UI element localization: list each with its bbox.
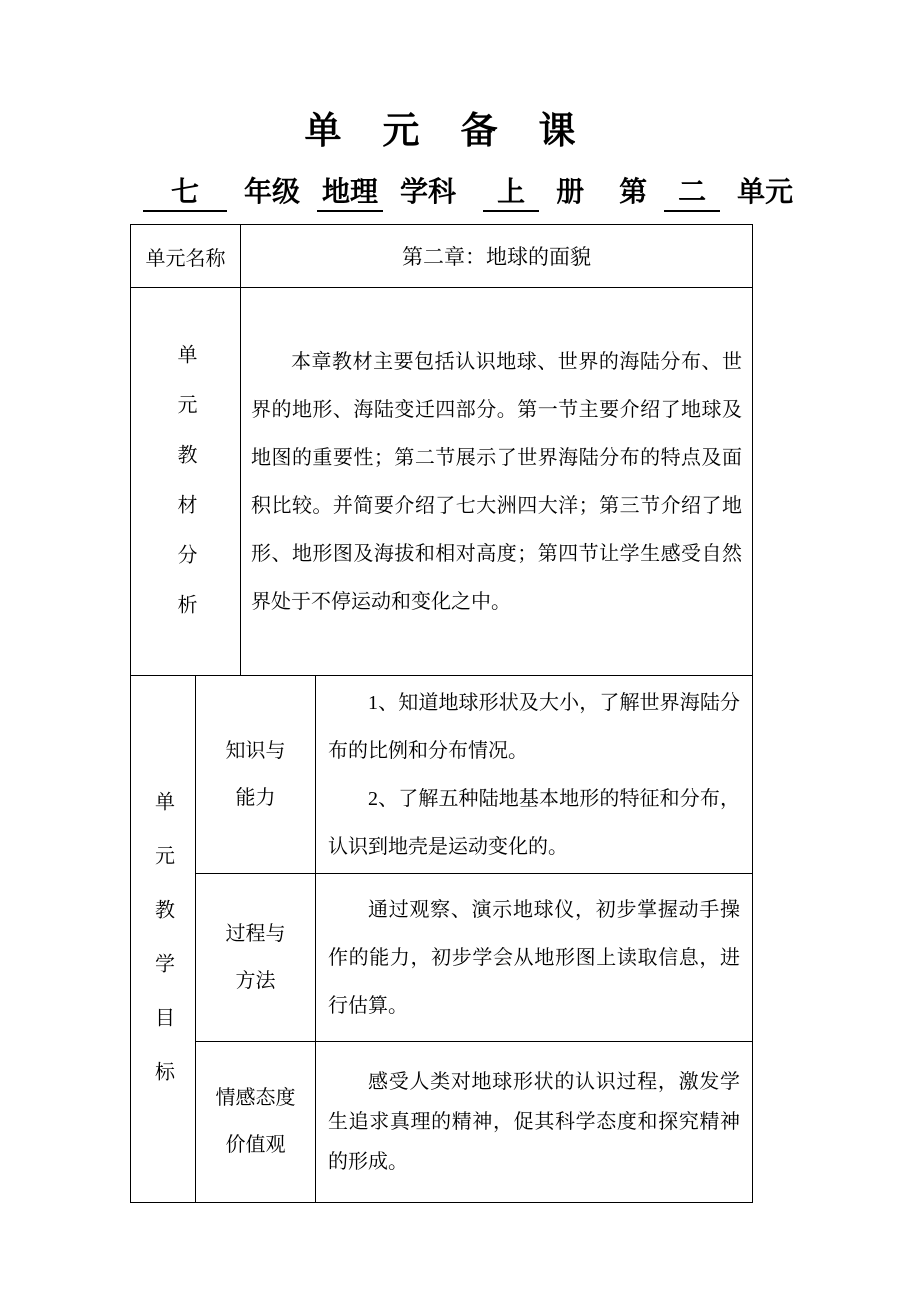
unit-name-value: 第二章：地球的面貌 [241,225,753,288]
goal-knowledge-label [196,676,316,874]
unit-suffix: 单元 [737,177,794,208]
goal-emotion-label [196,1042,316,1203]
goal-knowledge-text-cell [316,676,753,874]
grade-label: 年级 [244,177,301,208]
goal-emotion-row [131,1042,753,1203]
goal-process-label [196,874,316,1042]
unit-number-blank: 二 [664,170,720,212]
goal-emotion-text-cell [316,1042,753,1203]
lesson-plan-table [130,224,753,1203]
volume-label: 册 [556,177,585,208]
goal-emotion-label-line1: 情感态度 [215,1087,296,1109]
goals-label-cell [131,676,196,1203]
goal-process-text-cell [316,874,753,1042]
goal-emotion-paragraph: 感受人类对地球形状的认识过程，激发学生追求真理的精神，促其科学态度和探究精神的形成。 [328,1071,740,1173]
goal-knowledge-row [131,676,753,874]
analysis-text-cell [241,288,753,676]
goal-process-paragraph: 通过观察、演示地球仪，初步掌握动手操作的能力，初步学会从地形图上读取信息，进行估算。 [328,898,740,1017]
analysis-row [131,288,753,676]
goal-process-row [131,874,753,1042]
unit-name-label: 单元名称 [131,225,241,288]
grade-subject-line [143,170,920,212]
goals-label: 单元教学目标 [151,791,174,1115]
goal-process-label-line2: 方法 [235,969,276,992]
goal-knowledge-label-line1: 知识与 [225,739,286,762]
unit-name-row [131,225,753,288]
analysis-label-cell [131,288,241,676]
goal-process-label-line1: 过程与 [225,922,286,945]
grade-blank: 七 [143,170,227,212]
goal-knowledge-paragraph-1: 1、知道地球形状及大小，了解世界海陆分布的比例和分布情况。 [328,691,740,762]
analysis-label: 单元教材分析 [174,343,196,644]
goal-knowledge-label-line2: 能力 [235,786,276,809]
unit-prefix: 第 [619,177,648,208]
analysis-text: 本章教材主要包括认识地球、世界的海陆分布、世界的地形、海陆变迁四部分。第一节主要介绍了地球及地图的重要性；第二节展示了世界海陆分布的特点及面积比较。并简要介绍了七大洲四大洋；第三节介绍了地形、地形图及海拔和相对高度；第四节让学生感受自然界处于不停运动和变化之中。 [251,350,742,613]
subject-label: 学科 [400,177,457,208]
goal-knowledge-paragraph-2: 2、了解五种陆地基本地形的特征和分布，认识到地壳是运动变化的。 [328,787,740,858]
volume-blank: 上 [483,170,539,212]
goal-emotion-label-line2: 价值观 [225,1134,286,1156]
subject-blank: 地理 [317,170,383,212]
document-title: 单 元 备 课 [304,111,578,152]
